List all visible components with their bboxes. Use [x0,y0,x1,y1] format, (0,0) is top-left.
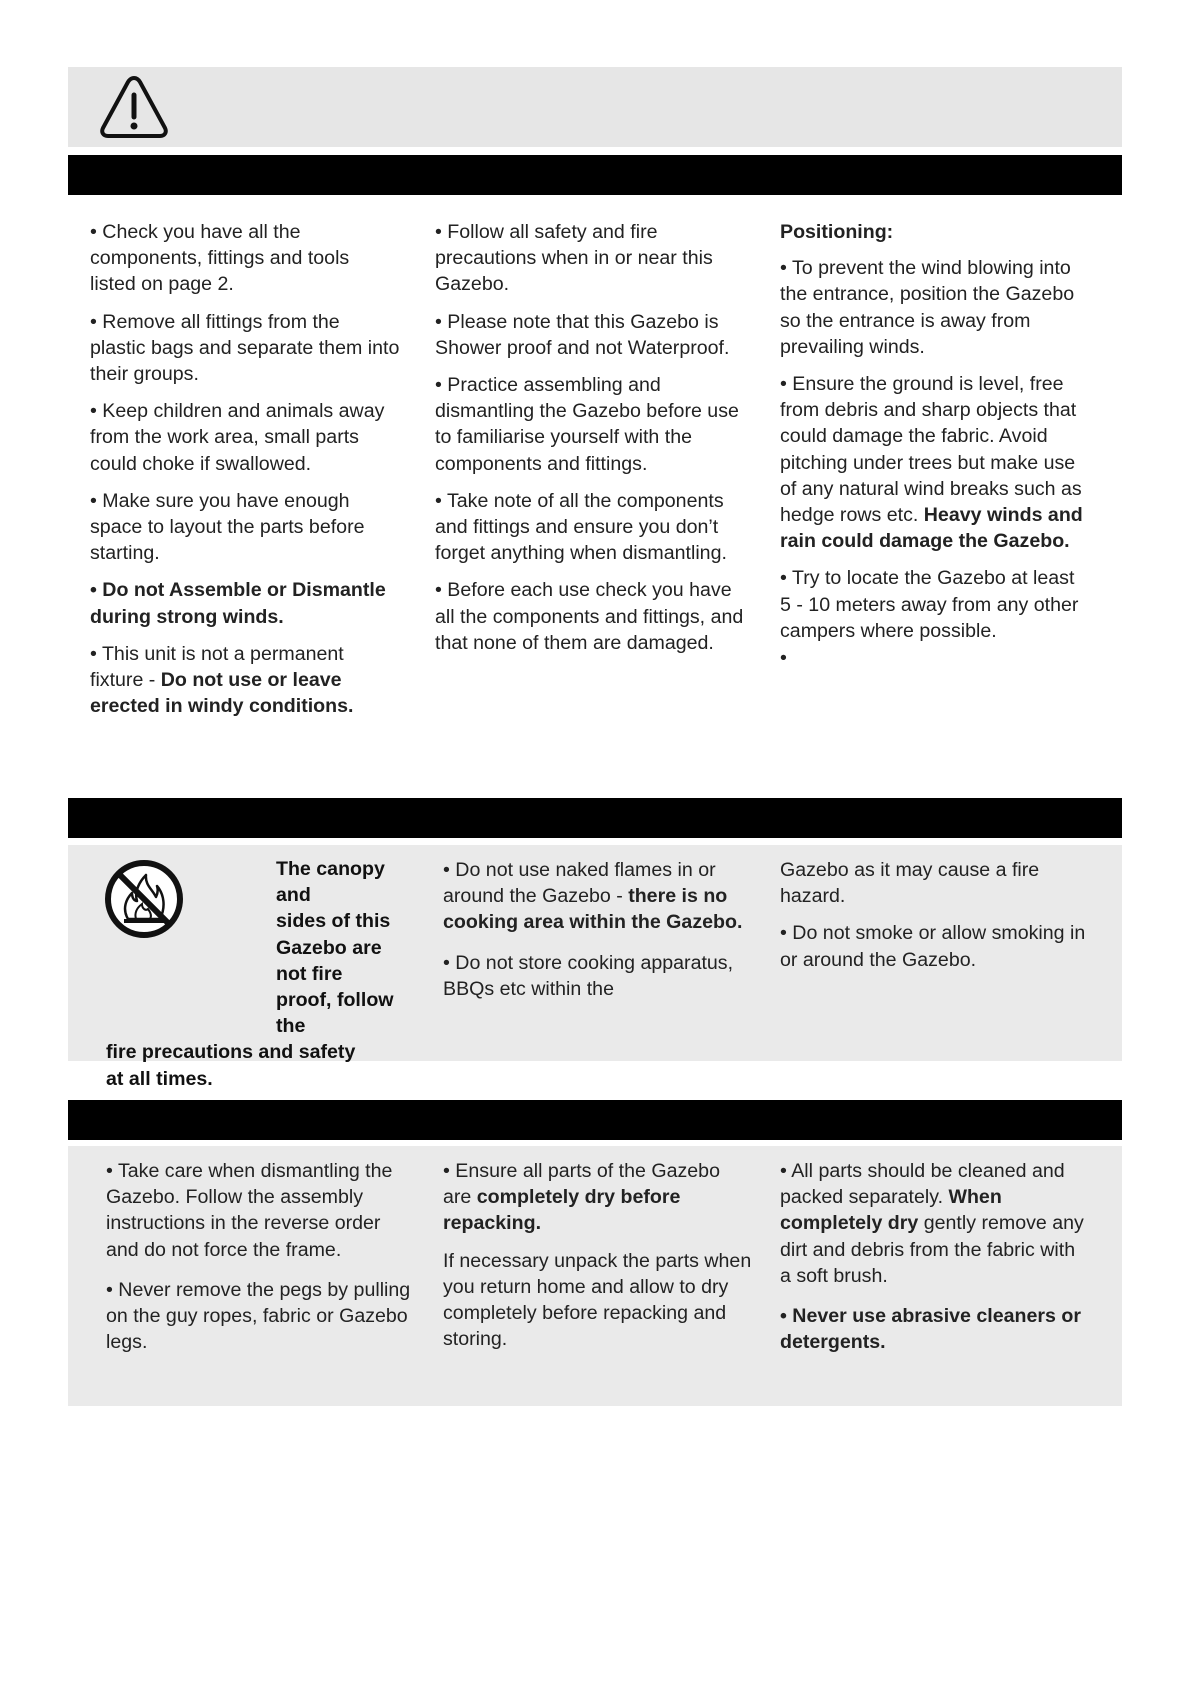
dismantle-item-3-bold: completely dry before repacking. [443,1186,681,1235]
dismantle-item-6: • Never use abrasive cleaners or detergents. [780,1305,1081,1354]
fire-warning-text [106,856,406,1092]
prep-item-9: • Practice assembling and dismantling the Gazebo before use to familiarise yourself with the components and fittings. [435,374,739,475]
prep-item-13-text: • Ensure the ground is level, free from debris and sharp objects that could damage the fabric. Avoid pitching under trees but make use of any natural wind breaks such as hedge rows etc. [780,373,1082,527]
fire-warning-line-3: Gazebo are not fire [276,936,382,985]
prep-item-1: • Check you have all the components, fittings and tools listed on page 2. [90,221,350,296]
prep-item-3: • Keep children and animals away from the work area, small parts could choke if swallowed. [90,400,385,475]
prep-item-5: • Do not Assemble or Dismantle during strong winds. [90,579,386,628]
fire-warning-line-6: at all times. [106,1067,213,1090]
prep-item-6 [90,641,400,720]
fire-warning-line-2: sides of this [276,910,391,933]
preparation-column-3 [780,219,1090,682]
prep-item-8: • Please note that this Gazebo is Shower proof and not Waterproof. [435,310,730,359]
preparation-column-1 [90,219,400,730]
warning-banner [68,67,1122,147]
dismantle-item-3 [443,1158,753,1237]
dismantling-column-2 [443,1158,753,1363]
fire-item-1-text: • Do not use naked flames in or around the Gazebo - [443,859,716,908]
prep-item-2: • Remove all fittings from the plastic bags and separate them into their groups. [90,310,400,386]
prep-item-15: • [780,647,787,670]
fire-item-2: • Do not store cooking apparatus, BBQs etc within the [443,951,734,1000]
dismantling-column-1 [106,1158,416,1366]
dismantle-item-3-text: • Ensure all parts of the Gazebo are [443,1160,720,1209]
prep-item-4: • Make sure you have enough space to layout the parts before starting. [90,489,365,565]
prep-item-6-text: • This unit is not a permanent fixture - [90,642,344,692]
prep-item-7: • Follow all safety and fire precautions when in or near this Gazebo. [435,221,713,296]
prep-item-13 [780,371,1090,554]
section-bar-preparation [68,155,1122,195]
dismantle-item-2: • Never remove the pegs by pulling on the guy ropes, fabric or Gazebo legs. [106,1278,411,1354]
dismantle-item-5-text: • All parts should be cleaned and packed separately. [780,1160,1065,1209]
prep-item-12: • To prevent the wind blowing into the entrance, position the Gazebo so the entrance is away from prevailing winds. [780,257,1075,358]
fire-item-3: Gazebo as it may cause a fire hazard. [780,859,1040,908]
fire-warning-line-5: fire precautions and safety [106,1041,356,1064]
prep-item-11: • Before each use check you have all the components and fittings, and that none of them are damaged. [435,579,744,654]
dismantle-item-4: If necessary unpack the parts when you return home and allow to dry completely before repacking and storing. [443,1249,752,1351]
positioning-heading: Positioning: [780,221,894,243]
prep-item-6-bold: Do not use or leave erected in windy conditions. [90,669,354,718]
fire-column-3 [780,857,1090,984]
dismantle-item-5-end: gently remove any dirt and debris from the fabric with a soft brush. [780,1212,1084,1287]
warning-triangle-icon [98,73,170,141]
fire-warning-line-4: proof, follow the [276,989,394,1038]
fire-item-1 [443,857,753,936]
fire-panel [68,845,1122,1090]
fire-item-1-bold: there is no cooking area within the Gazebo. [443,885,743,934]
dismantle-item-5-bold: When completely dry [780,1186,1002,1235]
fire-column-2 [443,857,753,1013]
prep-item-10: • Take note of all the components and fittings and ensure you don’t forget anything when dismantling. [435,489,727,565]
section-bar-fire [68,798,1122,838]
prep-item-13-bold: Heavy winds and rain could damage the Gazebo. [780,504,1083,553]
dismantle-item-1: • Take care when dismantling the Gazebo. Follow the assembly instructions in the reverse order and do not force the frame. [106,1160,393,1261]
preparation-column-2 [435,219,745,667]
fire-item-4: • Do not smoke or allow smoking in or around the Gazebo. [780,922,1086,971]
fire-warning-line-1: The canopy and [276,858,385,907]
prep-item-14: • Try to locate the Gazebo at least 5 - 10 meters away from any other campers where possible. [780,567,1079,642]
section-bar-dismantling [68,1100,1122,1140]
dismantling-panel [68,1146,1122,1406]
dismantling-column-3 [780,1158,1090,1366]
dismantle-item-5 [780,1158,1090,1289]
